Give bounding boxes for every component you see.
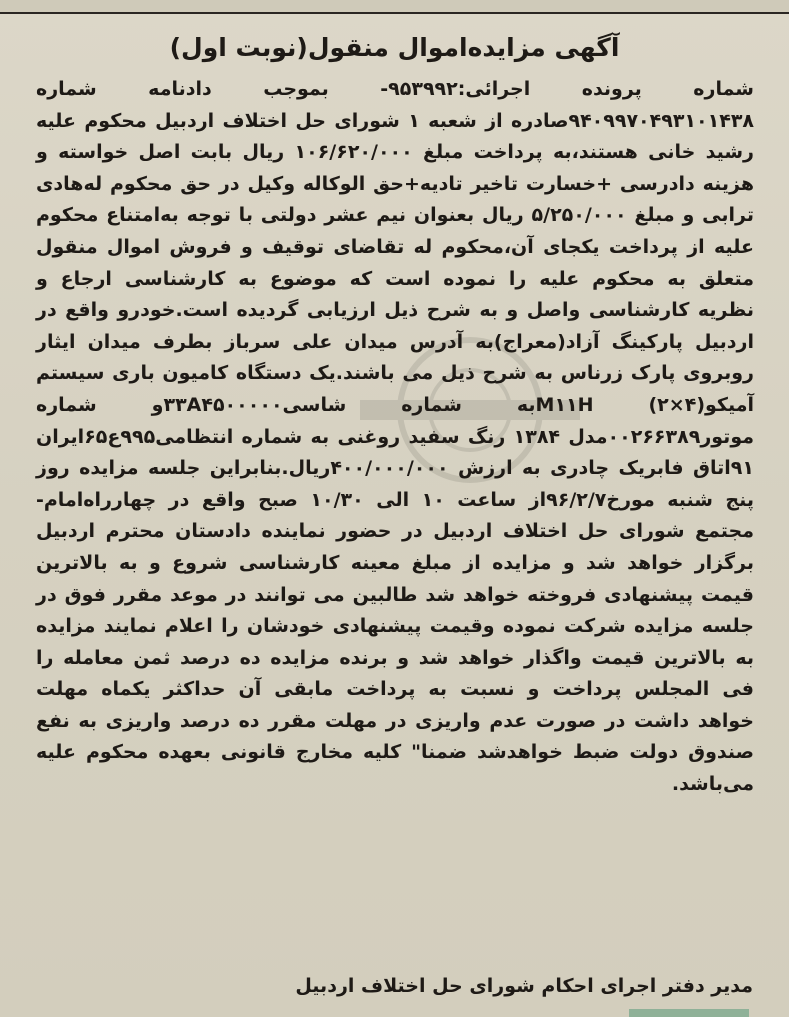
top-divider-rule xyxy=(0,12,789,14)
notice-signature: مدیر دفتر اجرای احکام شورای حل اختلاف اردبیل xyxy=(295,975,753,997)
top-edge xyxy=(0,0,789,12)
notice-body: شماره پرونده اجرائی:۹۵۳۹۹۲- بموجب دادنامه شماره ۹۴۰۹۹۷۰۴۹۳۱۰۱۴۳۸صادره از شعبه ۱ شورای حل اختلاف اردبیل محکوم علیه رشید خانی هستند،به پرداخت مبلغ ۱۰۶/۶۲۰/۰۰۰ ریال بابت اصل خواسته و هزینه دادرسی +خسارت تاخیر تادیه+حق الوکاله وکیل در حق محکوم له‌هادی ترابی و مبلغ ۵/۲۵۰/۰۰۰ ریال بعنوان نیم عشر دولتی با توجه به‌امتناع محکوم علیه از پرداخت یکجای آن،محکوم له تقاضای توقیف و فروش اموال منقول متعلق به محکوم علیه را نموده است که موضوع به کارشناسی ارجاع و نظریه کارشناسی واصل و به شرح ذیل ارزیابی گردیده است.خودرو واقع در اردبیل پارکینگ آزاد(معراج)به آدرس میدان علی سرباز بطرف میدان ایثار روبروی پارک زرناس به شرح ذیل می باشند.یک دستگاه کامیون باری سیستم آمیکو(۴×۲) M۱۱Hبه شماره شاسی۳۳A۴۵۰۰۰۰۰و شماره موتور۰۰۲۶۶۳۸۹مدل ۱۳۸۴ رنگ سفید روغنی به شماره انتظامی۹۹۵ع۶۵ایران ۹۱اتاق فابریک چادری به ارزش ۴۰۰/۰۰۰/۰۰۰ریال.بنابراین جلسه مزایده روز پنج شنبه مورخ۹۶/۲/۷از ساعت ۱۰ الی ۱۰/۳۰ صبح واقع در چهارراه‌امام- مجتمع شورای حل اختلاف اردبیل در حضور نماینده دادستان محترم اردبیل برگزار خواهد شد و مزایده از مبلغ معینه کارشناسی شروع و به بالاترین قیمت پیشنهادی فروخته خواهد شد طالبین می توانند در موعد مقرر فوق در جلسه مزایده شرکت نموده وقیمت پیشنهادی خودشان را اعلام نمایند مزایده به بالاترین قیمت واگذار خواهد شد و برنده مزایده ده درصد ثمن معامله را فی المجلس پرداخت و نسبت به پرداخت مابقی آن حداکثر یکماه مهلت خواهد داشت در صورت عدم واریزی در مهلت مقرر ده درصد واریزی به نفع صندوق دولت ضبط خواهدشد ضمنا" کلیه مخارج قانونی بعهده محکوم علیه می‌باشد. xyxy=(36,78,755,796)
bottom-color-strip xyxy=(629,1009,749,1017)
notice-title: آگهی مزایده‌اموال منقول(نوبت اول) xyxy=(169,33,620,62)
